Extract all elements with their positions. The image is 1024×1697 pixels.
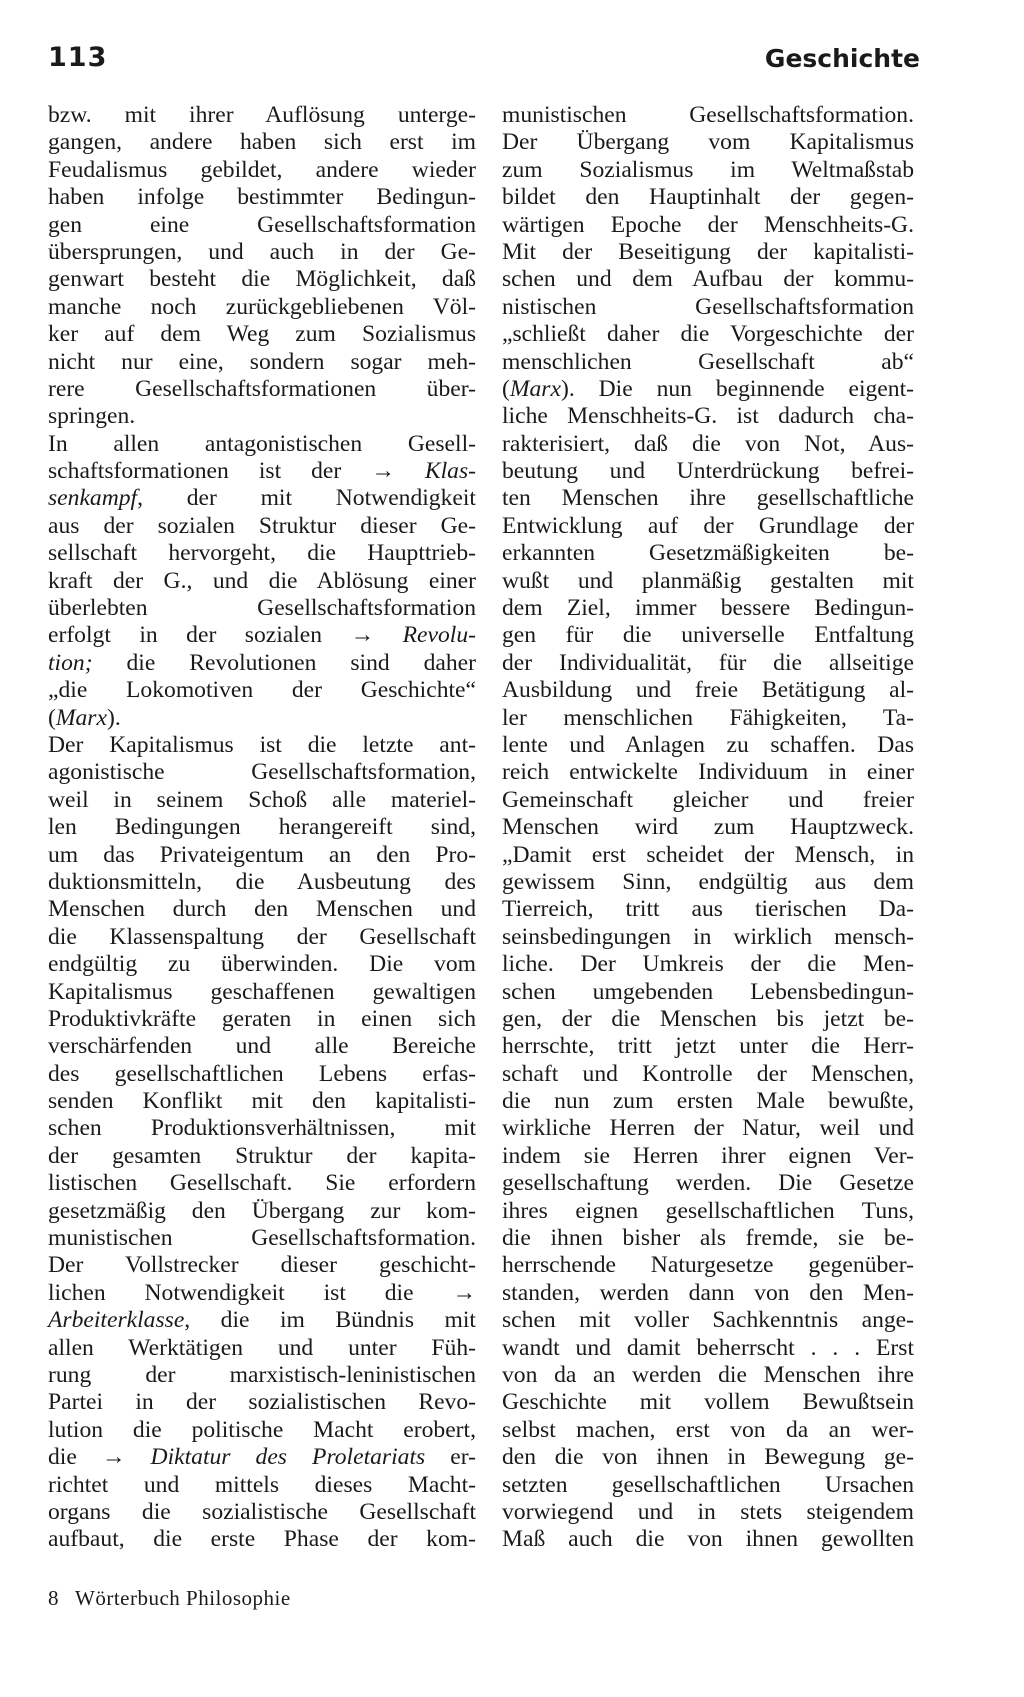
left-column-line: aufbaut, die erste Phase der kom-	[48, 1526, 476, 1553]
left-column-line: kraft der G., und die Ablösung einer	[48, 567, 476, 594]
left-column-line: gesetzmäßig den Übergang zur kom-	[48, 1197, 476, 1224]
right-column-line: Maß auch die von ihnen gewollten	[502, 1526, 914, 1553]
left-column-line: manche noch zurückgebliebenen Völ-	[48, 293, 476, 320]
left-column-line: springen.	[48, 403, 136, 430]
right-column-line: seinsbedingungen in wirklich mensch-	[502, 923, 914, 950]
left-column-line: lution die politische Macht erobert,	[48, 1416, 476, 1443]
right-column-line: Entwicklung auf der Grundlage der	[502, 512, 914, 539]
left-column-line: Der Kapitalismus ist die letzte ant-	[48, 731, 476, 758]
right-column-line: schen mit voller Sachkenntnis ange-	[502, 1307, 914, 1334]
left-column-line: um das Privateigentum an den Pro-	[48, 841, 476, 868]
right-column-line: wußt und planmäßig gestalten mit	[502, 567, 914, 594]
right-column-line: den die von ihnen in Bewegung ge-	[502, 1444, 914, 1471]
right-column-line: Menschen wird zum Hauptzweck.	[502, 814, 914, 841]
right-column-line: Geschichte mit vollem Bewußtsein	[502, 1389, 914, 1416]
right-column-line: ten Menschen ihre gesellschaftliche	[502, 485, 914, 512]
page-number: 113	[48, 42, 108, 73]
right-column-line: Ausbildung und freie Betätigung al-	[502, 677, 914, 704]
left-column-line: lichen Notwendigkeit ist die →	[48, 1279, 476, 1306]
page-footer	[48, 1586, 291, 1611]
right-column-line: Mit der Beseitigung der kapitalisti-	[502, 238, 914, 265]
left-column-line: In allen antagonistischen Gesell-	[48, 430, 476, 457]
right-column-line: bildet den Hauptinhalt der gegen-	[502, 184, 914, 211]
right-column-line: herrschte, tritt jetzt unter die Herr-	[502, 1033, 914, 1060]
right-column-line: gen, der die Menschen bis jetzt be-	[502, 1005, 914, 1032]
left-column-line: gangen, andere haben sich erst im	[48, 129, 476, 156]
left-column-line: tion; die Revolutionen sind daher	[48, 649, 476, 676]
right-column-line: herrschende Naturgesetze gegenüber-	[502, 1252, 914, 1279]
right-column-line: indem sie Herren ihrer eignen Ver-	[502, 1142, 914, 1169]
running-head: Geschichte	[764, 44, 920, 73]
left-column-line: ker auf dem Weg zum Sozialismus	[48, 321, 476, 348]
left-column-line: Arbeiterklasse, die im Bündnis mit	[48, 1307, 476, 1334]
right-text-column	[502, 102, 914, 1554]
right-column-line: setzten gesellschaftlichen Ursachen	[502, 1471, 914, 1498]
right-column-line: von da an werden die Menschen ihre	[502, 1361, 914, 1388]
right-column-line: wirkliche Herren der Natur, weil und	[502, 1115, 914, 1142]
right-column-line: zum Sozialismus im Weltmaßstab	[502, 156, 914, 183]
left-column-line: die → Diktatur des Proletariats er-	[48, 1444, 476, 1471]
right-column-line: dem Ziel, immer bessere Bedingun-	[502, 595, 914, 622]
left-column-line: weil in seinem Schoß alle materiel-	[48, 786, 476, 813]
right-column-line: Gemeinschaft gleicher und freier	[502, 786, 914, 813]
left-column-line: bzw. mit ihrer Auflösung unterge-	[48, 102, 476, 128]
left-column-line: organs die sozialistische Gesellschaft	[48, 1498, 476, 1525]
left-column-line: schen Produktionsverhältnissen, mit	[48, 1115, 476, 1142]
left-column-line: len Bedingungen herangereift sind,	[48, 814, 476, 841]
right-column-line: gen für die universelle Entfaltung	[502, 622, 914, 649]
right-column-line: die ihnen bisher als fremde, sie be-	[502, 1225, 914, 1252]
left-column-line: haben infolge bestimmter Bedingun-	[48, 184, 476, 211]
left-column-line: verschärfenden und alle Bereiche	[48, 1033, 476, 1060]
left-column-line: Der Vollstrecker dieser geschicht-	[48, 1252, 476, 1279]
left-column-line: erfolgt in der sozialen → Revolu-	[48, 622, 476, 649]
left-column-line: munistischen Gesellschaftsformation.	[48, 1225, 476, 1252]
right-column-line: beutung und Unterdrückung befrei-	[502, 458, 914, 485]
left-column-line: richtet und mittels dieses Macht-	[48, 1471, 476, 1498]
right-column-line: vorwiegend und in stets steigendem	[502, 1498, 914, 1525]
right-column-line: wärtigen Epoche der Menschheits-G.	[502, 211, 914, 238]
left-column-line: „die Lokomotiven der Geschichte“	[48, 677, 476, 704]
right-column-line: wandt und damit beherrscht . . . Erst	[502, 1334, 914, 1361]
left-text-column	[48, 102, 476, 1554]
right-column-line: ihres eignen gesellschaftlichen Tuns,	[502, 1197, 914, 1224]
right-column-line: selbst machen, erst von da an wer-	[502, 1416, 914, 1443]
right-column-line: Der Übergang vom Kapitalismus	[502, 129, 914, 156]
right-column-line: „schließt daher die Vorgeschichte der	[502, 321, 914, 348]
left-column-line: senkampf, der mit Notwendigkeit	[48, 485, 476, 512]
left-column-line: Menschen durch den Menschen und	[48, 896, 476, 923]
left-column-line: endgültig zu überwinden. Die vom	[48, 951, 476, 978]
right-column-line: schaft und Kontrolle der Menschen,	[502, 1060, 914, 1087]
left-column-line: sellschaft hervorgeht, die Haupttrieb-	[48, 540, 476, 567]
left-column-line: gen eine Gesellschaftsformation	[48, 211, 476, 238]
left-column-line: die Klassenspaltung der Gesellschaft	[48, 923, 476, 950]
left-column-line: (Marx).	[48, 704, 121, 731]
left-column-line: Feudalismus gebildet, andere wieder	[48, 156, 476, 183]
right-column-line: die nun zum ersten Male bewußte,	[502, 1088, 914, 1115]
left-column-line: Kapitalismus geschaffenen gewaltigen	[48, 978, 476, 1005]
right-column-line: munistischen Gesellschaftsformation.	[502, 102, 914, 128]
left-column-line: schaftsformationen ist der → Klas-	[48, 458, 476, 485]
right-column-line: nistischen Gesellschaftsformation	[502, 293, 914, 320]
left-column-line: der gesamten Struktur der kapita-	[48, 1142, 476, 1169]
right-column-line: reich entwickelte Individuum in einer	[502, 759, 914, 786]
book-title: Wörterbuch Philosophie	[75, 1586, 291, 1610]
right-column-line: menschlichen Gesellschaft ab“	[502, 348, 914, 375]
right-column-line: standen, werden dann von den Men-	[502, 1279, 914, 1306]
left-column-line: Produktivkräfte geraten in einen sich	[48, 1005, 476, 1032]
left-column-line: rung der marxistisch-leninistischen	[48, 1361, 476, 1388]
right-column-line: (Marx). Die nun beginnende eigent-	[502, 375, 914, 402]
left-column-line: agonistische Gesellschaftsformation,	[48, 759, 476, 786]
left-column-line: senden Konflikt mit den kapitalisti-	[48, 1088, 476, 1115]
right-column-line: gesellschaftung werden. Die Gesetze	[502, 1170, 914, 1197]
left-column-line: überlebten Gesellschaftsformation	[48, 595, 476, 622]
right-column-line: Tierreich, tritt aus tierischen Da-	[502, 896, 914, 923]
right-column-line: ler menschlichen Fähigkeiten, Ta-	[502, 704, 914, 731]
left-column-line: übersprungen, und auch in der Ge-	[48, 238, 476, 265]
left-column-line: Partei in der sozialistischen Revo-	[48, 1389, 476, 1416]
left-column-line: aus der sozialen Struktur dieser Ge-	[48, 512, 476, 539]
left-column-line: listischen Gesellschaft. Sie erfordern	[48, 1170, 476, 1197]
right-column-line: liche Menschheits-G. ist dadurch cha-	[502, 403, 914, 430]
left-column-line: genwart besteht die Möglichkeit, daß	[48, 266, 476, 293]
right-column-line: rakterisiert, daß die von Not, Aus-	[502, 430, 914, 457]
right-column-line: schen umgebenden Lebensbedingun-	[502, 978, 914, 1005]
left-column-line: nicht nur eine, sondern sogar meh-	[48, 348, 476, 375]
right-column-line: schen und dem Aufbau der kommu-	[502, 266, 914, 293]
sheet-signature: 8	[48, 1586, 59, 1610]
left-column-line: des gesellschaftlichen Lebens erfas-	[48, 1060, 476, 1087]
left-column-line: rere Gesellschaftsformationen über-	[48, 375, 476, 402]
right-column-line: lente und Anlagen zu schaffen. Das	[502, 731, 914, 758]
left-column-line: allen Werktätigen und unter Füh-	[48, 1334, 476, 1361]
left-column-line: duktionsmitteln, die Ausbeutung des	[48, 868, 476, 895]
right-column-line: erkannten Gesetzmäßigkeiten be-	[502, 540, 914, 567]
right-column-line: liche. Der Umkreis der die Men-	[502, 951, 914, 978]
right-column-line: „Damit erst scheidet der Mensch, in	[502, 841, 914, 868]
right-column-line: gewissem Sinn, endgültig aus dem	[502, 868, 914, 895]
right-column-line: der Individualität, für die allseitige	[502, 649, 914, 676]
